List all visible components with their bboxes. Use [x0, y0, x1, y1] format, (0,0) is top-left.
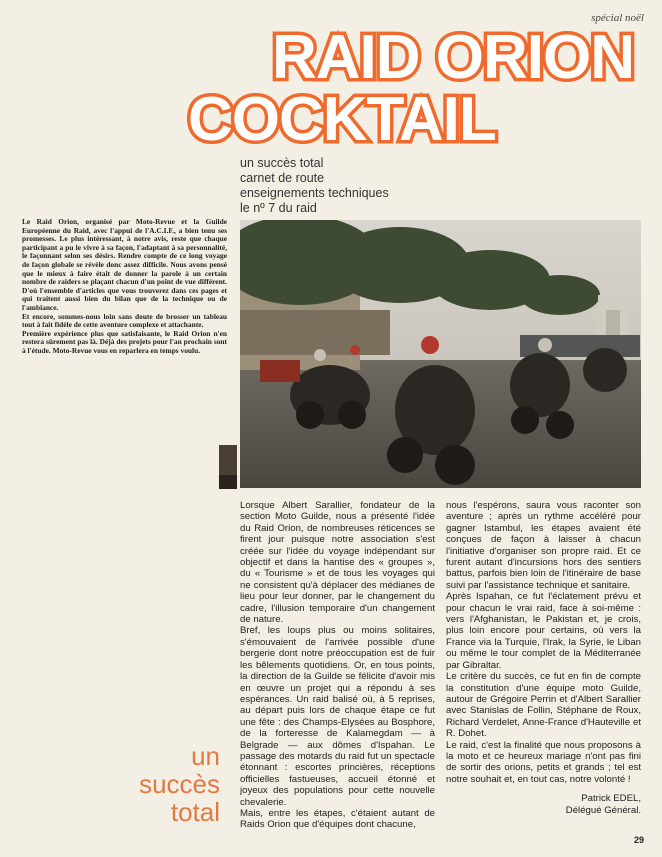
title-line-2: COCKTAIL — [188, 85, 496, 150]
intro-paragraph: Le Raid Orion, organisé par Moto-Revue et la Guilde Européenne du Raid, avec l'appui de l'A.C.I.F., a bien tenu ses promesses. Le plus intéressant, à notre avis, reste que chaque participant a pu le vivre à sa façon, l'adaptant à sa personnalité, le façonnant selon ses désirs. Rendre compte de ce long voyage de façon globale se révèle donc assez difficile. Nous avons pensé que le mieux à faire était de donner la parole à un certain nombre de raiders se plaçant chacun d'un point de vue différent. D'où l'ensemble d'articles que vous trouverez dans ces pages et qui traitent aussi bien du bilan que de la technique ou de l'ambiance. — [22, 217, 227, 312]
signature — [446, 793, 641, 816]
pull-quote-line: un — [191, 741, 220, 771]
intro-paragraph: Première expérience plus que satisfaisante, le Raid Orion n'en restera sûrement pas là. Déjà des projets pour l'an prochain sont à l'étude. Moto-Revue vous en reparlera en temps voulu. — [22, 328, 227, 355]
motorcycle-parade-photo — [240, 220, 641, 488]
intro-paragraph: Et encore, sommes-nous loin sans doute de brosser un tableau tout à fait fidèle de cette aventure complexe et attachante. — [22, 311, 227, 330]
article-paragraph: Lorsque Albert Sarallier, fondateur de la section Moto Guilde, nous a présenté l'idée du Raid Orion, de nombreuses réticences se firent jour puisque notre association s'est créée sur l'idée du voyage indépendant sur objectif et dans la hantise des « groupes », du « Tourisme » et de tous les voyages qui ne consistent qu'à déplacer des médianes de lieu pour leur donner, par le changement du cadre, l'illusion temporaire d'un changement de nature. — [240, 500, 435, 626]
article-paragraph: Mais, entre les étapes, c'étaient autant de Raids Orion que d'équipes dont chacune, — [240, 807, 435, 831]
pull-quote — [118, 742, 220, 826]
subtitle-line: un succès total — [240, 156, 324, 170]
signature-title: Délégué Général. — [565, 804, 641, 816]
pull-quote-line: succès — [139, 769, 220, 799]
article-column-2 — [446, 500, 641, 816]
pull-quote-line: total — [170, 797, 220, 827]
article-paragraph: Le critère du succès, ce fut en fin de compte la constitution d'une équipe moto Guilde, autour de Grégoire Perrin et d'Albert Sarallier avec Stanislas de Follin, Stéphane de Roux, Richard Verdelet, Anne-France d'Hauteville et R. Dohet. — [446, 671, 641, 740]
signature-name: Patrick EDEL, — [581, 793, 641, 805]
subtitle-line: le nº 7 du raid — [240, 201, 317, 215]
page-number: 29 — [633, 835, 644, 845]
subtitle-line: enseignements techniques — [240, 186, 389, 200]
subtitle-line: carnet de route — [240, 171, 325, 185]
intro-text — [22, 218, 227, 356]
title-line-1: RAID ORION — [272, 23, 634, 92]
photo-edge-fragment — [219, 445, 237, 489]
article-column-1 — [240, 500, 435, 831]
article-paragraph: nous l'espérons, saura vous raconter son aventure ; après un rythme accéléré pour gagner Istambul, les étapes avaient été conçues de façon à laisser à chacun l'initiative d'organiser son propre raid. Et ce furent autant d'incursions hors des sentiers battus, parfois bien loin de l'itinéraire de base suivi par l'assistance technique et sanitaire. — [446, 500, 641, 591]
article-paragraph: Le raid, c'est la finalité que nous proposons à la moto et ce heureux mariage n'ont pas fini de sortir des orions, petits et grands ; tel est notre souhait et, en tout cas, notre volonté ! — [446, 739, 641, 785]
subtitle-list — [240, 156, 389, 216]
section-tag: spécial noël — [591, 12, 644, 24]
article-paragraph: Après Ispahan, ce fut l'éclatement prévu et pour chacun le vrai raid, face à soi-même : vers l'Afghanistan, le Pakistan et, je crois, plus loin encore pour certains, où vers la France via la Turquie, l'Irak, la Syrie, le Liban ou même le tour complet de la Méditerranée par Gibraltar. — [446, 591, 641, 671]
article-paragraph: Bref, les loups plus ou moins solitaires, s'émouvaient de l'arrivée possible d'une bergerie dont notre préoccupation est de fuir les bêlements quotidiens. Or, en tous points, la direction de la Guilde se félicite d'avoir mis en œuvre un projet qui a répondu à ses espérances. Un raid balisé où, à 5 reprises, au départ puis lors de chaque étape ce fut une fête : des Champs-Elysées au Bosphore, de la forteresse de Kalamegdam — à Belgrade — aux dômes d'Ispahan. Le passage des motards du raid fut un spectacle étonnant : escortes princières, réceptions officielles fastueuses, accueil étonné et joyeux des populations pour cette nouvelle chevalerie. — [240, 625, 435, 808]
article-title — [180, 18, 642, 150]
